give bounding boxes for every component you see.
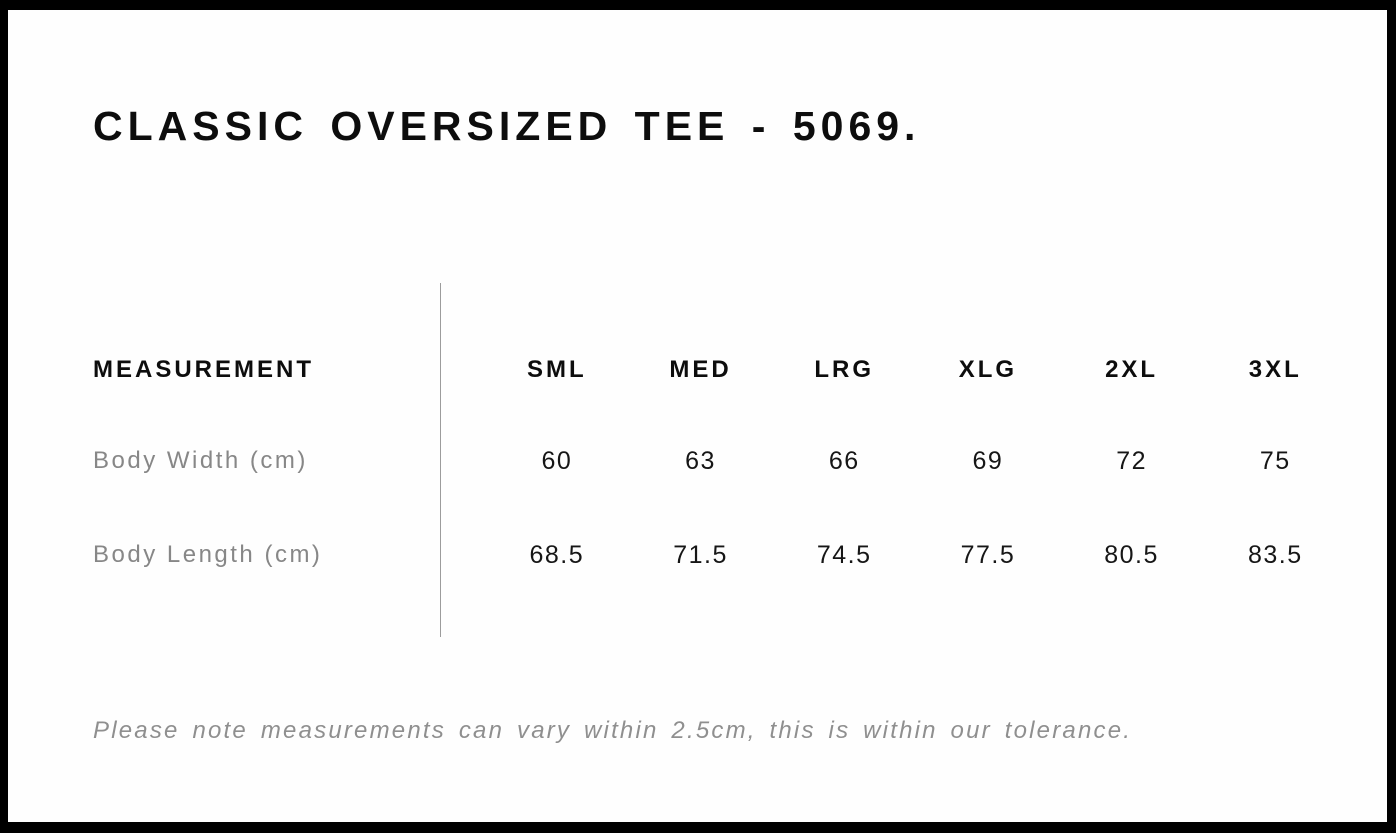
body-length-xlg-value: 77.5 xyxy=(960,541,1016,569)
tolerance-note: Please note measurements can vary within 2.5cm, this is within our tolerance. xyxy=(93,717,1133,744)
row-label-body-width: Body Width (cm) xyxy=(93,447,308,474)
body-length-lrg-value: 74.5 xyxy=(816,541,872,569)
body-length-sml-value: 68.5 xyxy=(529,541,585,569)
column-header-sml: SML xyxy=(527,356,587,383)
body-width-med-value: 63 xyxy=(685,447,716,475)
table-row-body-length xyxy=(93,540,1347,570)
table-row-body-width xyxy=(93,446,1347,476)
column-header-lrg: LRG xyxy=(814,356,875,383)
body-length-2xl-value: 80.5 xyxy=(1104,541,1159,569)
measurement-column-header: MEASUREMENT xyxy=(93,356,315,383)
body-length-3xl-value: 83.5 xyxy=(1247,541,1303,569)
body-width-sml-value: 60 xyxy=(541,447,573,475)
column-header-xlg: XLG xyxy=(958,356,1018,383)
body-width-xlg-value: 69 xyxy=(972,447,1004,475)
row-label-body-length: Body Length (cm) xyxy=(93,541,323,568)
column-header-med: MED xyxy=(669,356,732,383)
body-width-3xl-value: 75 xyxy=(1259,447,1291,475)
page-title: CLASSIC OVERSIZED TEE - 5069. xyxy=(93,103,921,149)
column-header-3xl: 3XL xyxy=(1248,356,1302,383)
column-header-2xl: 2XL xyxy=(1105,356,1159,383)
body-length-med-value: 71.5 xyxy=(673,541,728,569)
size-table-header-row xyxy=(93,355,1347,385)
body-width-lrg-value: 66 xyxy=(828,447,860,475)
body-width-2xl-value: 72 xyxy=(1116,447,1147,475)
